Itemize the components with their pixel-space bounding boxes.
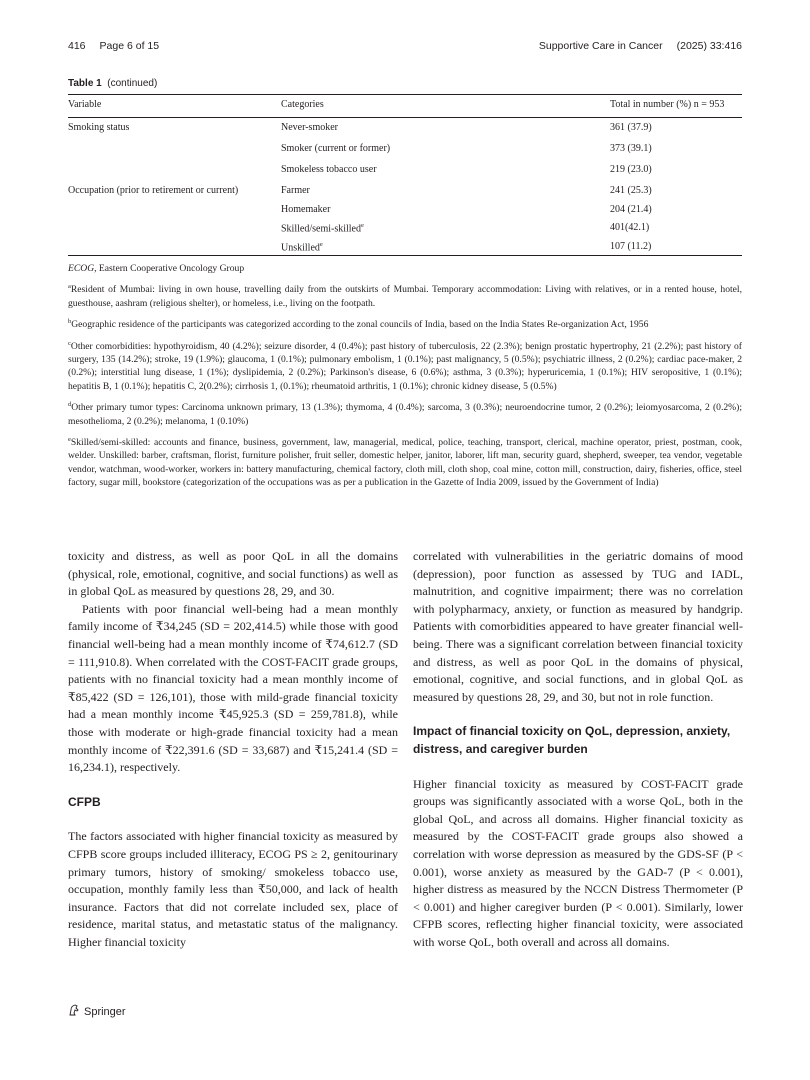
footnote-text: Other primary tumor types: Carcinoma unknown primary, 13 (1.3%); thymoma, 4 (0.4%); sarcoma, 3 (0.3%); neuroendocrine tumor, 2 (0.2%); leiomyosarcoma, 2 (0.2%); mesothelioma, 2 (0.2%); melanoma, 1 (0.10%) xyxy=(68,402,742,427)
footnote-ecog xyxy=(68,262,742,275)
footer xyxy=(68,1004,126,1018)
table-row xyxy=(68,218,742,237)
cell-category: Smokeless tobacco user xyxy=(281,164,377,175)
citation: (2025) 33:416 xyxy=(676,40,742,52)
table-label: Table 1 xyxy=(68,78,102,89)
cell-category xyxy=(281,222,364,234)
page-number: 416 xyxy=(68,40,86,52)
paragraph: toxicity and distress, as well as poor QoL in all the domains (physical, role, emotional, cognitive, and social functions) as well as in global QoL as measured by questions 28, 29, and 30. xyxy=(68,549,398,599)
table-row xyxy=(68,118,742,139)
footnote-b: $^b$Geographic residence of the participants was categorized according to the zonal councils of India, based on the India States Re-organization Act, 1956 xyxy=(68,318,649,331)
cell-category xyxy=(281,241,323,253)
table-header-row xyxy=(68,95,742,117)
paragraph: Patients with poor financial well-being had a mean monthly family income of ₹34,245 (SD = 202,414.5) while those with good financial well-being had a mean monthly income of ₹74,612.7 (SD = 111,910.8). When correlated with the COST-FACIT grade groups, patients with no financial toxicity had a mean monthly income of ₹85,422 (SD = 126,101), those with mild-grade financial toxicity had a mean monthly income ₹45,925.3 (SD = 259,781.8), while those with moderate or high-grade financial toxicity had a mean monthly income of ₹22,391.6 (SD = 33,687) and ₹15,241.4 (SD = 16,234.1), respectively. xyxy=(68,601,398,775)
cell-total: 219 (23.0) xyxy=(610,164,652,175)
category-text: Skilled/semi-skilled xyxy=(281,223,361,235)
table-title xyxy=(68,78,157,89)
footnote-text: Geographic residence of the participants was categorized according to the zonal councils of India, based on the India States Re-organization Act, 1956 xyxy=(71,319,649,331)
section-heading-cfpb: CFPB xyxy=(68,794,101,809)
table-row xyxy=(68,160,742,181)
footnote-a: $^a$Resident of Mumbai: living in own house, travelling daily from the outskirts of Mumbai. Temporary accommodation: Living with relatives, or in a rented house, hotel, guesthouse, aashram (religious shelter), or homeless, i.e., living on the footpath. xyxy=(68,283,742,309)
right-column xyxy=(413,548,743,951)
table-row xyxy=(68,200,742,219)
col-header-variable: Variable xyxy=(68,99,102,110)
running-header xyxy=(68,40,742,56)
table-footnotes xyxy=(68,262,742,495)
footnote-c: $^c$Other comorbidities: hypothyroidism, 40 (4.2%); seizure disorder, 4 (0.4%); past history of tuberculosis, 22 (2.3%); benign prostatic hypertrophy, 21 (2.2%); past history of surgery, 135 (14.2%); stroke, 19 (1.9%); glaucoma, 1 (0.1%); pulmonary embolism, 1 (0.1%); past malignancy, 5 (0.5%); psychiatric illness, 2 (0.2%); cardiac pace-maker, 2 (0.2%); interstitial lung disease, 1 (1%); dyslipidemia, 2 (0.2%); Parkinson's disease, 6 (0.6%); asthma, 3 (0.3%); hyperuricemia, 1 (0.1%); HIV seropositive, 1 (0.1%); hepatitis B, 1 (0.1%); hepatitis C, 2(0.2%); cirrhosis 1, (0.1%); rheumatoid arthritis, 1 (0.1%); chronic kidney disease, 5 (0.5%) xyxy=(68,339,742,392)
col-header-categories: Categories xyxy=(281,99,324,110)
table-row xyxy=(68,181,742,200)
footnote-text: Skilled/semi-skilled: accounts and finance, business, government, law, managerial, medical, police, teaching, transport, clerical, machine operator, priest, postman, cook, welder. Unskilled: barber, craftsman, florist, furniture polisher, fruit seller, domestic helper, janitor, laborer, lift man, security guard, shepherd, sweeper, tea vendor, vegetable vendor, watchman, wood-worker, workers in: battery manufacturing, chemical factory, cloth mill, cloth shop, coal mine, cotton mill, construction, dairy, fisheries, office, steel factory, sugar mill, bookstore (categorization of the occupations was as per a publication in the Gazette of India 2009, issued by the Government of India) xyxy=(68,437,742,489)
footnote-text: Other comorbidities: hypothyroidism, 40 (4.2%); seizure disorder, 4 (0.4%); past history of tuberculosis, 22 (2.3%); benign prostatic hypertrophy, 21 (2.2%); past history of surgery, 135 (14.2%); stroke, 19 (1.9%); glaucoma, 1 (0.1%); pulmonary embolism, 1 (0.1%); past malignancy, 5 (0.5%); psychiatric illness, 2 (0.2%); cardiac pace-maker, 2 (0.2%); interstitial lung disease, 1 (1%); dyslipidemia, 2 (0.2%); Parkinson's disease, 6 (0.6%); asthma, 3 (0.3%); hyperuricemia, 1 (0.1%); HIV seropositive, 1 (0.1%); hepatitis B, 1 (0.1%); hepatitis C, 2(0.2%); cirrhosis 1, (0.1%); rheumatoid arthritis, 1 (0.1%); chronic kidney disease, 5 (0.5%) xyxy=(68,340,742,392)
table-row xyxy=(68,237,742,256)
cell-total: 361 (37.9) xyxy=(610,122,652,133)
category-text: Unskilled xyxy=(281,241,320,253)
springer-horse-icon xyxy=(68,1004,80,1016)
paragraph: The factors associated with higher financial toxicity as measured by CFPB score groups included illiteracy, ECOG PS ≥ 2, genitourinary primary tumors, history of smoking/ smokeless tobacco use, occupation, monthly family less than ₹50,000, and lack of health insurance. Factors that did not correlate included sex, place of residence, marital status, and metastatic status of the malignancy. Higher financial toxicity xyxy=(68,829,398,949)
table-title-suffix: (continued) xyxy=(107,78,158,89)
footnote-marker: e xyxy=(361,222,364,229)
journal-name: Supportive Care in Cancer xyxy=(538,40,663,52)
col-header-total: Total in number (%) n = 953 xyxy=(610,99,725,110)
page-of: Page 6 of 15 xyxy=(99,40,160,52)
data-table xyxy=(68,94,742,256)
footnote-d: $^d$Other primary tumor types: Carcinoma unknown primary, 13 (1.3%); thymoma, 4 (0.4%); sarcoma, 3 (0.3%); neuroendocrine tumor, 2 (0.2%); leiomyosarcoma, 2 (0.2%); mesothelioma, 2 (0.2%); melanoma, 1 (0.10%) xyxy=(68,401,742,427)
footnote-marker: e xyxy=(319,240,323,248)
cell-total: 204 (21.4) xyxy=(610,203,652,215)
cell-total: 241 (25.3) xyxy=(610,185,652,196)
cell-category: Smoker (current or former) xyxy=(281,143,391,154)
cell-variable: Occupation (prior to retirement or current) xyxy=(68,185,239,196)
table-bottom-rule xyxy=(68,255,742,256)
cell-category: Never-smoker xyxy=(281,122,338,133)
paragraph: Higher financial toxicity as measured by COST-FACIT grade groups was significantly associated with a worse QoL, both in the global QoL, and across all domains. Higher financial toxicity as measured by the COST-FACIT grade groups also showed a correlation with worse depression as measured by the GDS-SF (P < 0.001), worse anxiety as measured by the GAD-7 (P < 0.001), higher distress as measured by the NCCN Distress Thermometer (P < 0.001) and higher caregiver burden (P < 0.001). Similarly, lower CFPB scores, reflecting higher financial toxicity, were associated with worse QoL, both overall and across all domains. xyxy=(413,776,743,949)
cell-total: 373 (39.1) xyxy=(610,143,652,154)
cell-variable: Smoking status xyxy=(68,122,130,133)
cell-category: Homemaker xyxy=(281,203,331,215)
footnote-e: $^e$Skilled/semi-skilled: accounts and finance, business, government, law, managerial, medical, police, teaching, transport, clerical, machine operator, priest, postman, cook, welder. Unskilled: barber, craftsman, florist, furniture polisher, fruit seller, domestic helper, janitor, laborer, lift man, security guard, shepherd, sweeper, tea vendor, vegetable vendor, watchman, wood-worker, workers in: battery manufacturing, chemical factory, cloth mill, cloth shop, coal mine, cotton mill, construction, dairy, fisheries, office, steel factory, sugar mill, bookstore (categorization of the occupations was as per a publication in the Gazette of India 2009, issued by the Government of India) xyxy=(68,436,742,489)
cell-total: 107 (11.2) xyxy=(610,240,652,252)
footnote-text: Resident of Mumbai: living in own house, travelling daily from the outskirts of Mumbai. Temporary accommodation: Living with relatives, or in a rented house, hotel, guesthouse, aashram (religious shelter), or homeless, i.e., living on the footpath. xyxy=(68,284,742,309)
publisher-name: Springer xyxy=(84,1006,126,1018)
abbr-ecog: ECOG xyxy=(68,263,95,274)
paragraph: correlated with vulnerabilities in the geriatric domains of mood (depression), poor function as assessed by TUG and IADL, malnutrition, and cognitive impairment; there was no correlation with polypharmacy, anxiety, or function as measured by handgrip. Patients with comorbidities appeared to have greater financial well-being. There was a significant correlation between financial toxicity and distress, as well as poor QoL in the domains of physical, emotional, cognitive, and social functions, and in global QoL as measured by questions 28, 29, and 30, but not in role function. xyxy=(413,549,743,704)
left-column xyxy=(68,548,398,951)
abbr-def: , Eastern Cooperative Oncology Group xyxy=(94,263,245,274)
cell-total: 401(42.1) xyxy=(610,222,650,233)
table-row xyxy=(68,139,742,160)
cell-category: Farmer xyxy=(281,185,310,196)
section-heading-impact: Impact of financial toxicity on QoL, depression, anxiety, distress, and caregiver burden xyxy=(413,724,731,756)
